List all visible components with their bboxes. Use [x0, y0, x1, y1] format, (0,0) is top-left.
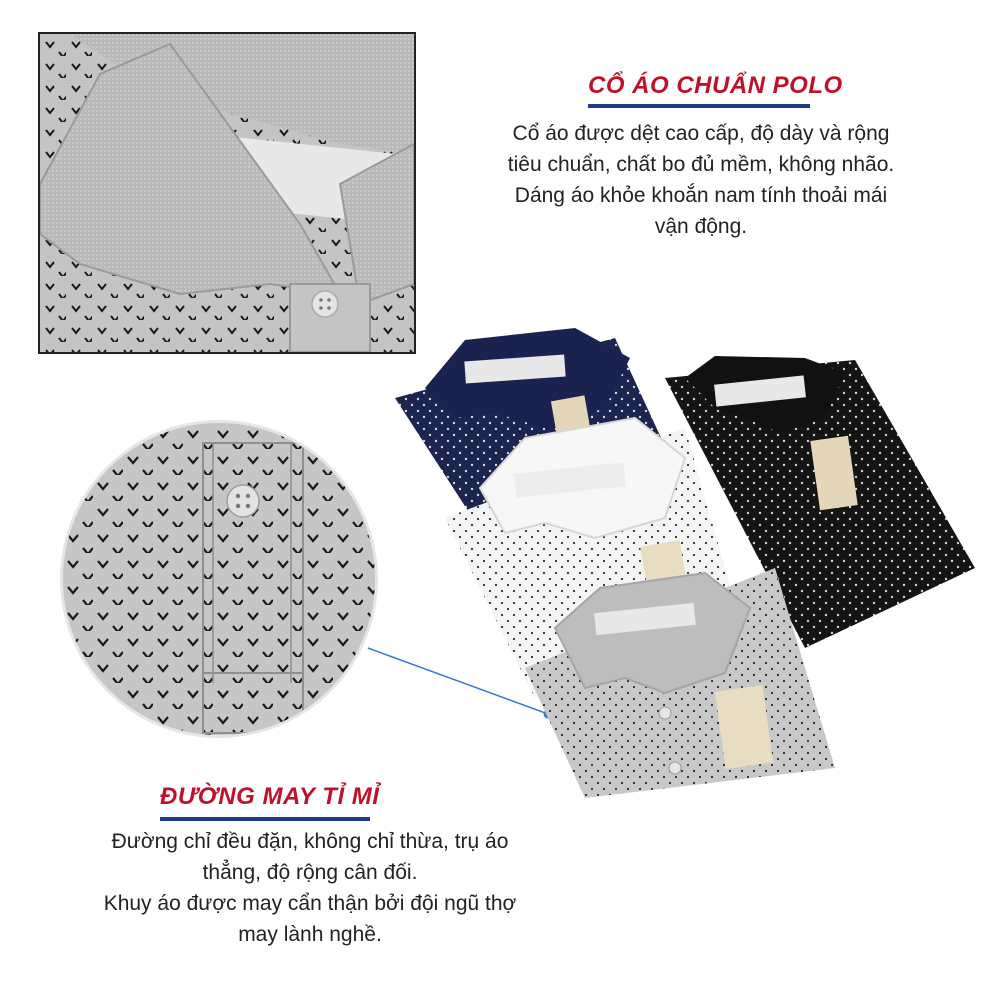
collar-description-line: vận động.: [654, 215, 748, 238]
collar-description-line: Dáng áo khỏe khoắn nam tính thoải mái: [514, 184, 888, 207]
stitch-description-line: thẳng, độ rộng cân đối.: [202, 861, 418, 884]
collar-description-line: tiêu chuẩn, chất bo đủ mềm, không nhão.: [507, 153, 895, 176]
stitch-heading-underline: [160, 817, 370, 821]
collar-heading: CỔ ÁO CHUẨN POLO: [588, 72, 843, 99]
collar-heading-underline: [588, 104, 810, 108]
collar-description: [466, 118, 936, 242]
placket-closeup-photo: [60, 420, 378, 738]
stitch-description-line: may lành nghề.: [238, 923, 382, 946]
collar-closeup-photo: [38, 32, 416, 354]
folded-shirts-photo: [385, 318, 985, 798]
placket-closeup-illustration: [63, 423, 375, 735]
stitch-heading: ĐƯỜNG MAY TỈ MỈ: [160, 783, 380, 810]
stitch-description-line: Đường chỉ đều đặn, không chỉ thừa, trụ áo: [111, 830, 509, 853]
collar-closeup-illustration: [40, 34, 414, 352]
stitch-description-line: Khuy áo được may cẩn thận bởi đội ngũ thợ: [103, 892, 517, 915]
collar-description-line: Cổ áo được dệt cao cấp, độ dày và rộng: [512, 122, 890, 145]
stitch-description: [30, 826, 590, 950]
folded-shirts-illustration: [385, 318, 985, 798]
